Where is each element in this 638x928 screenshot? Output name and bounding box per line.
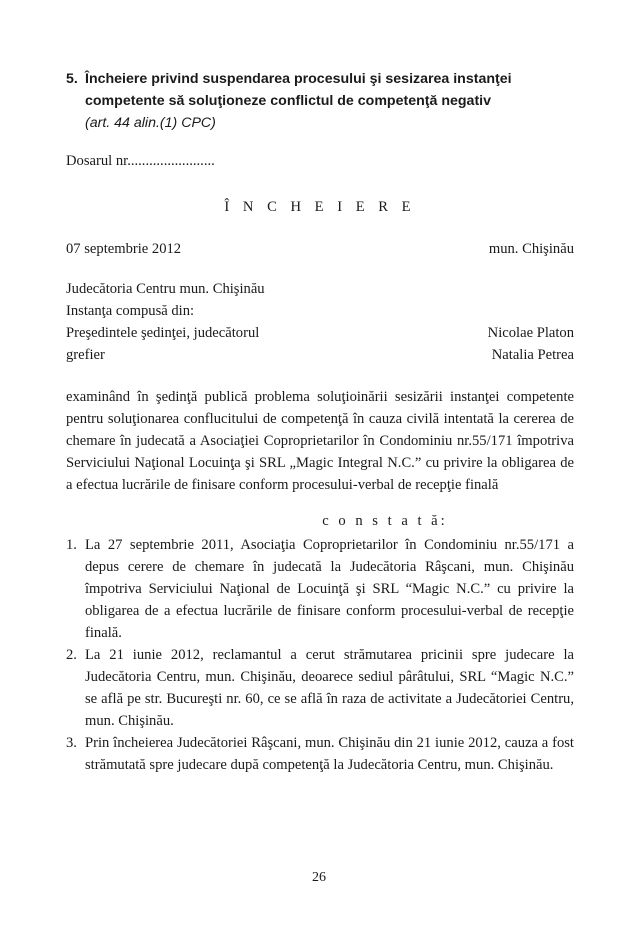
list-item bbox=[66, 644, 574, 732]
list-item bbox=[66, 732, 574, 776]
composition-label: Instanţa compusă din: bbox=[66, 303, 195, 319]
item-text: La 21 iunie 2012, reclamantul a cerut strămutarea pricinii spre judecare la Judecătoria Centru, mun. Chişinău, deoarece sediul pârâtului, SRL “Magic N.C.” se află pe str. Bucureşti nr. 60, ce se află în raza de activitate a Judecătoriei Centru, mun. Chişinău. bbox=[85, 647, 574, 729]
item-number: 1. bbox=[66, 537, 77, 553]
judge-row bbox=[66, 322, 574, 344]
item-text: Prin încheierea Judecătoriei Râşcani, mun. Chişinău din 21 iunie 2012, cauza a fost strămutată spre judecare după competenţă la Judecătoria Centru, mun. Chişinău. bbox=[85, 735, 574, 773]
intro-paragraph: examinând în şedinţă publică problema soluţioinării sesizării instanţei competente pentru soluţionarea conflucitului de competenţă în cauza civilă intentată la cererea de chemare în judecată a Asociaţiei Coproprietarilor în Condominiu nr.55/171 împotriva Serviciului Naţional Locuinţa şi SRL „Magic Integral N.C.” cu privire la obligarea de a efectua lucrările de finisare conform procesului-verbal de recepţie finală bbox=[66, 389, 574, 493]
item-number: 3. bbox=[66, 735, 77, 751]
document-title: Î N C H E I E R E bbox=[224, 199, 416, 215]
findings-list bbox=[66, 534, 574, 776]
clerk-row bbox=[66, 344, 574, 366]
list-item bbox=[66, 534, 574, 644]
heading-reference: (art. 44 alin.(1) CPC) bbox=[85, 115, 216, 131]
section-number: 5. bbox=[66, 71, 78, 87]
court-name: Judecătoria Centru mun. Chişinău bbox=[66, 281, 265, 297]
page-number: 26 bbox=[312, 870, 326, 885]
document-date: 07 septembrie 2012 bbox=[66, 241, 182, 257]
heading-line-2: competente să soluţioneze conflictul de competenţă negativ bbox=[85, 93, 491, 109]
section-heading bbox=[66, 68, 574, 134]
document-city: mun. Chişinău bbox=[488, 241, 574, 257]
judge-name: Nicolae Platon bbox=[487, 325, 574, 341]
case-number: Dosarul nr........................ bbox=[66, 153, 215, 169]
date-location-row bbox=[66, 238, 574, 260]
judge-label: Preşedintele şedinţei, judecătorul bbox=[66, 325, 260, 341]
document-page bbox=[66, 68, 574, 776]
constata-heading: c o n s t a t ă: bbox=[322, 513, 448, 529]
item-text: La 27 septembrie 2011, Asociaţia Coproprietarilor în Condominiu nr.55/171 a depus cerere de chemare în judecată la Judecătoria Râşcani, mun. Chişinău împotriva Serviciului Naţional de Locuinţă şi SRL “Magic N.C.” cu privire la obligarea de a efectua lucrările de finisare conform procesului-verbal de recepţie finală. bbox=[85, 537, 574, 641]
item-number: 2. bbox=[66, 647, 77, 663]
heading-line-1: Încheiere privind suspendarea procesului şi sesizarea instanţei bbox=[85, 71, 512, 87]
clerk-label: grefier bbox=[66, 347, 105, 363]
clerk-name: Natalia Petrea bbox=[491, 347, 574, 363]
court-block bbox=[66, 278, 574, 366]
